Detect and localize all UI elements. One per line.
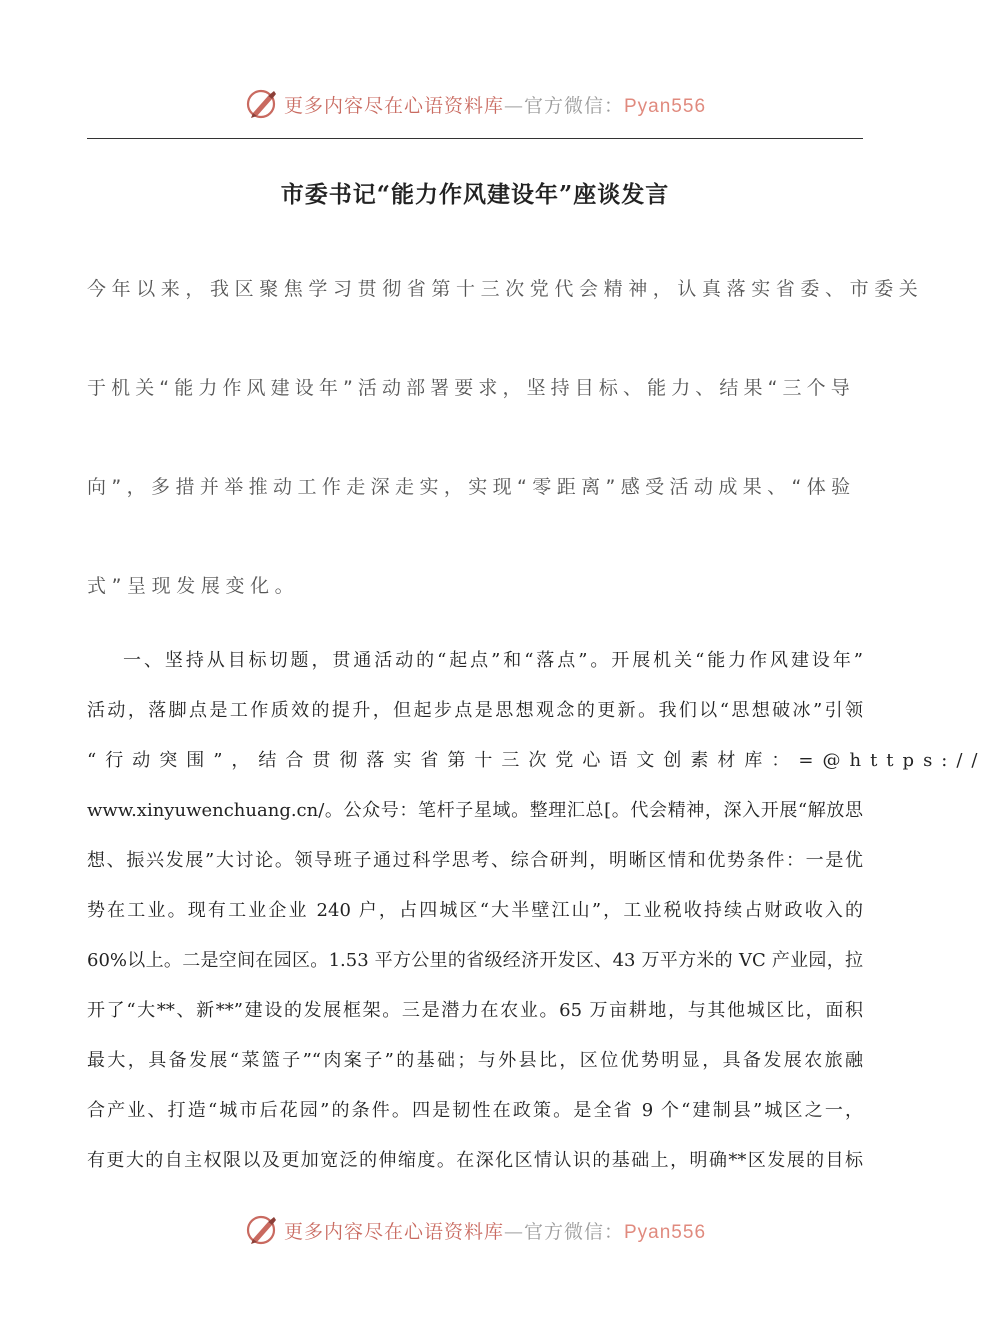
lead-line-4: 式”呈现发展变化。 bbox=[87, 575, 300, 597]
footer-banner bbox=[0, 1210, 950, 1250]
body-line-1: 一、坚持从目标切题，贯通活动的“起点”和“落点”。开展机关“能力作风建设年” bbox=[123, 650, 863, 671]
lead-line-3: 向”，多措并举推动工作走深走实，实现“零距离”感受活动成果、“体验 bbox=[87, 476, 856, 498]
body-line-7: 60%以上。二是空间在园区。1.53 平方公里的省级经济开发区、43 万平方米的 VC 产业园，拉 bbox=[87, 950, 863, 971]
footer-banner-label: 官方微信： bbox=[523, 1220, 624, 1243]
body-line-3: “行动突围”，结合贯彻落实省第十三次党心语文创素材库：=@https:// bbox=[87, 750, 987, 771]
footer-banner-main: 更多内容尽在心语资料库 bbox=[283, 1220, 504, 1243]
body-line-8: 开了“大**、新**”建设的发展框架。三是潜力在农业。65 万亩耕地，与其他城区比，面积 bbox=[87, 1000, 863, 1021]
header-banner bbox=[0, 84, 950, 124]
header-banner-text bbox=[284, 91, 706, 118]
body-line-10: 合产业、打造“城市后花园”的条件。四是韧性在政策。是全省 9 个“建制县”城区之一， bbox=[87, 1100, 863, 1121]
footer-banner-wechat-id: Pyan556 bbox=[624, 1221, 707, 1243]
lead-line-1: 今年以来，我区聚焦学习贯彻省第十三次党代会精神，认真落实省委、市委关 bbox=[87, 278, 924, 300]
pen-nib-logo-icon bbox=[244, 1212, 280, 1248]
body-line-11: 有更大的自主权限以及更加宽泛的伸缩度。在深化区情认识的基础上，明确**区发展的目标 bbox=[87, 1150, 863, 1171]
header-divider bbox=[87, 138, 863, 139]
body-paragraph bbox=[87, 646, 987, 1196]
body-line-2: 活动，落脚点是工作质效的提升，但起步点是思想观念的更新。我们以“思想破冰”引领 bbox=[87, 700, 863, 721]
header-banner-label: 官方微信： bbox=[523, 94, 624, 117]
header-banner-main: 更多内容尽在心语资料库 bbox=[283, 94, 504, 117]
body-line-6: 势在工业。现有工业企业 240 户，占四城区“大半壁江山”，工业税收持续占财政收入的 bbox=[87, 900, 863, 921]
footer-banner-text bbox=[284, 1217, 706, 1244]
header-banner-dash: — bbox=[503, 94, 524, 117]
header-banner-wechat-id: Pyan556 bbox=[624, 95, 707, 117]
lead-line-2: 于机关“能力作风建设年”活动部署要求，坚持目标、能力、结果“三个导 bbox=[87, 377, 855, 399]
pen-nib-logo-icon bbox=[244, 86, 280, 122]
footer-banner-dash: — bbox=[503, 1220, 524, 1243]
body-line-4: www.xinyuwenchuang.cn/。公众号：笔杆子星域。整理汇总[。代会精神，深入开展“解放思 bbox=[87, 800, 863, 821]
document-title: 市委书记“能力作风建设年”座谈发言 bbox=[280, 181, 670, 208]
body-line-9: 最大，具备发展“菜篮子”“肉案子”的基础；与外县比，区位优势明显，具备发展农旅融 bbox=[87, 1050, 863, 1071]
body-line-5: 想、振兴发展”大讨论。领导班子通过科学思考、综合研判，明晰区情和优势条件：一是优 bbox=[87, 850, 863, 871]
